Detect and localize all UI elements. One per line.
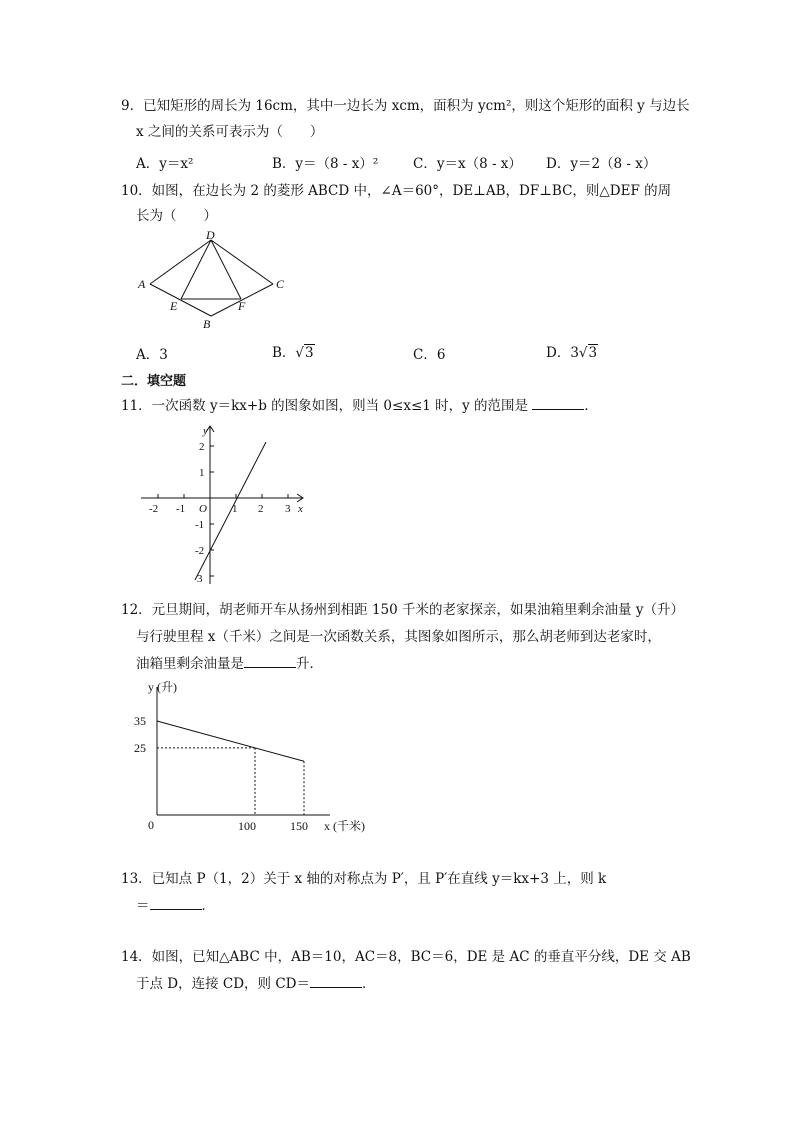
x-tick-neg1: -1 [176,503,186,515]
label-c: C [276,277,285,291]
chart-ytick-25: 25 [134,741,146,755]
segment-de [181,240,211,299]
q13-line2 [136,896,215,916]
q13-end: ． [201,898,215,914]
q9-option-b: B．y＝（8 - x）² [272,156,379,172]
q10-option-b-radicand: 3 [305,345,314,361]
q10-option-b-prefix: B． [272,345,296,361]
rhombus-figure [130,228,300,338]
q12-line3-end: 升． [296,656,323,672]
edge-ad [150,240,211,284]
y-tick-neg2: -2 [195,545,205,557]
q11-linear-graph [135,420,315,588]
origin-label: O [199,503,207,515]
q10-line2: 长为（ ） [136,208,217,224]
q14-line2 [136,974,376,994]
q10-option-d-prefix: D．3 [546,345,579,361]
edge-dc [211,240,273,284]
q13-line2-text: ＝ [136,898,150,914]
y-tick-2: 2 [199,441,205,453]
chart-xtick-100: 100 [238,819,256,833]
chart-xlabel: x (千米) [324,819,365,833]
q10-option-b: B．√3 [272,345,314,361]
segment-df [211,240,241,299]
q10-option-c: C．6 [413,347,446,363]
chart-xtick-0: 0 [148,818,154,832]
q9-line2: x 之间的关系可表示为（ ） [136,124,324,140]
q12-fuel-chart [130,675,390,845]
y-tick-1: 1 [199,467,205,479]
x-tick-3: 3 [285,503,291,515]
section-heading: 二．填空题 [121,374,187,389]
q9-option-c: C．y＝x（8 - x） [413,156,522,172]
q14-line1: 14．如图，已知△ABC 中，AB＝10，AC＝8，BC＝6，DE 是 AC 的垂直平分线，DE 交 AB [121,949,691,965]
q11-text [121,396,598,416]
q10-option-d: D．3√3 [546,345,598,361]
q9-line1: 9．已知矩形的周长为 16cm，其中一边长为 xcm，面积为 ycm²，则这个矩形的面积 y 与边长 [121,98,690,114]
q11-answer-blank[interactable] [532,397,584,410]
q12-line3 [136,654,323,674]
chart-ylabel: y (升) [148,680,177,694]
x-tick-1: 1 [232,503,238,515]
label-d: D [206,228,215,242]
q10-option-d-radicand: 3 [588,345,598,361]
q14-end: ． [362,976,376,992]
label-a: A [138,277,146,291]
q12-answer-blank[interactable] [244,655,296,668]
label-f: F [238,299,246,313]
y-tick-neg1: -1 [195,519,205,531]
q13-line1: 13．已知点 P（1，2）关于 x 轴的对称点为 P′，且 P′在直线 y＝kx+3 上，则 k [121,871,607,887]
q10-option-a: A．3 [136,347,168,363]
label-b: B [203,317,211,331]
q9-option-d: D．y＝2（8 - x） [546,156,657,172]
q11-prompt: 11．一次函数 y＝kx+b 的图象如图，则当 0≤x≤1 时，y 的范围是 [121,398,529,414]
label-e: E [170,299,178,313]
chart-ytick-35: 35 [134,714,146,728]
y-label: y [203,425,208,437]
fuel-line [157,721,304,761]
q14-answer-blank[interactable] [310,975,362,988]
q12-line1: 12．元旦期间，胡老师开车从扬州到相距 150 千米的老家探亲，如果油箱里剩余油量 y（升） [121,602,684,618]
q11-end: ． [584,398,598,414]
x-tick-2: 2 [258,503,264,515]
chart-xtick-150: 150 [290,819,308,833]
q10-line1: 10．如图，在边长为 2 的菱形 ABCD 中，∠A＝60°，DE⊥AB，DF⊥BC，则△DEF 的周 [121,183,672,199]
x-tick-neg2: -2 [149,503,159,515]
q14-line2-text: 于点 D，连接 CD，则 CD＝ [136,976,311,992]
q9-option-a: A．y＝x² [136,156,194,172]
q12-line3-text: 油箱里剩余油量是 [136,656,244,672]
edge-ab [150,284,211,316]
q12-line2: 与行驶里程 x（千米）之间是一次函数关系，其图象如图所示，那么胡老师到达老家时， [136,629,661,645]
q13-answer-blank[interactable] [150,897,202,910]
x-label: x [298,503,303,515]
y-tick-3: 3 [197,573,203,585]
